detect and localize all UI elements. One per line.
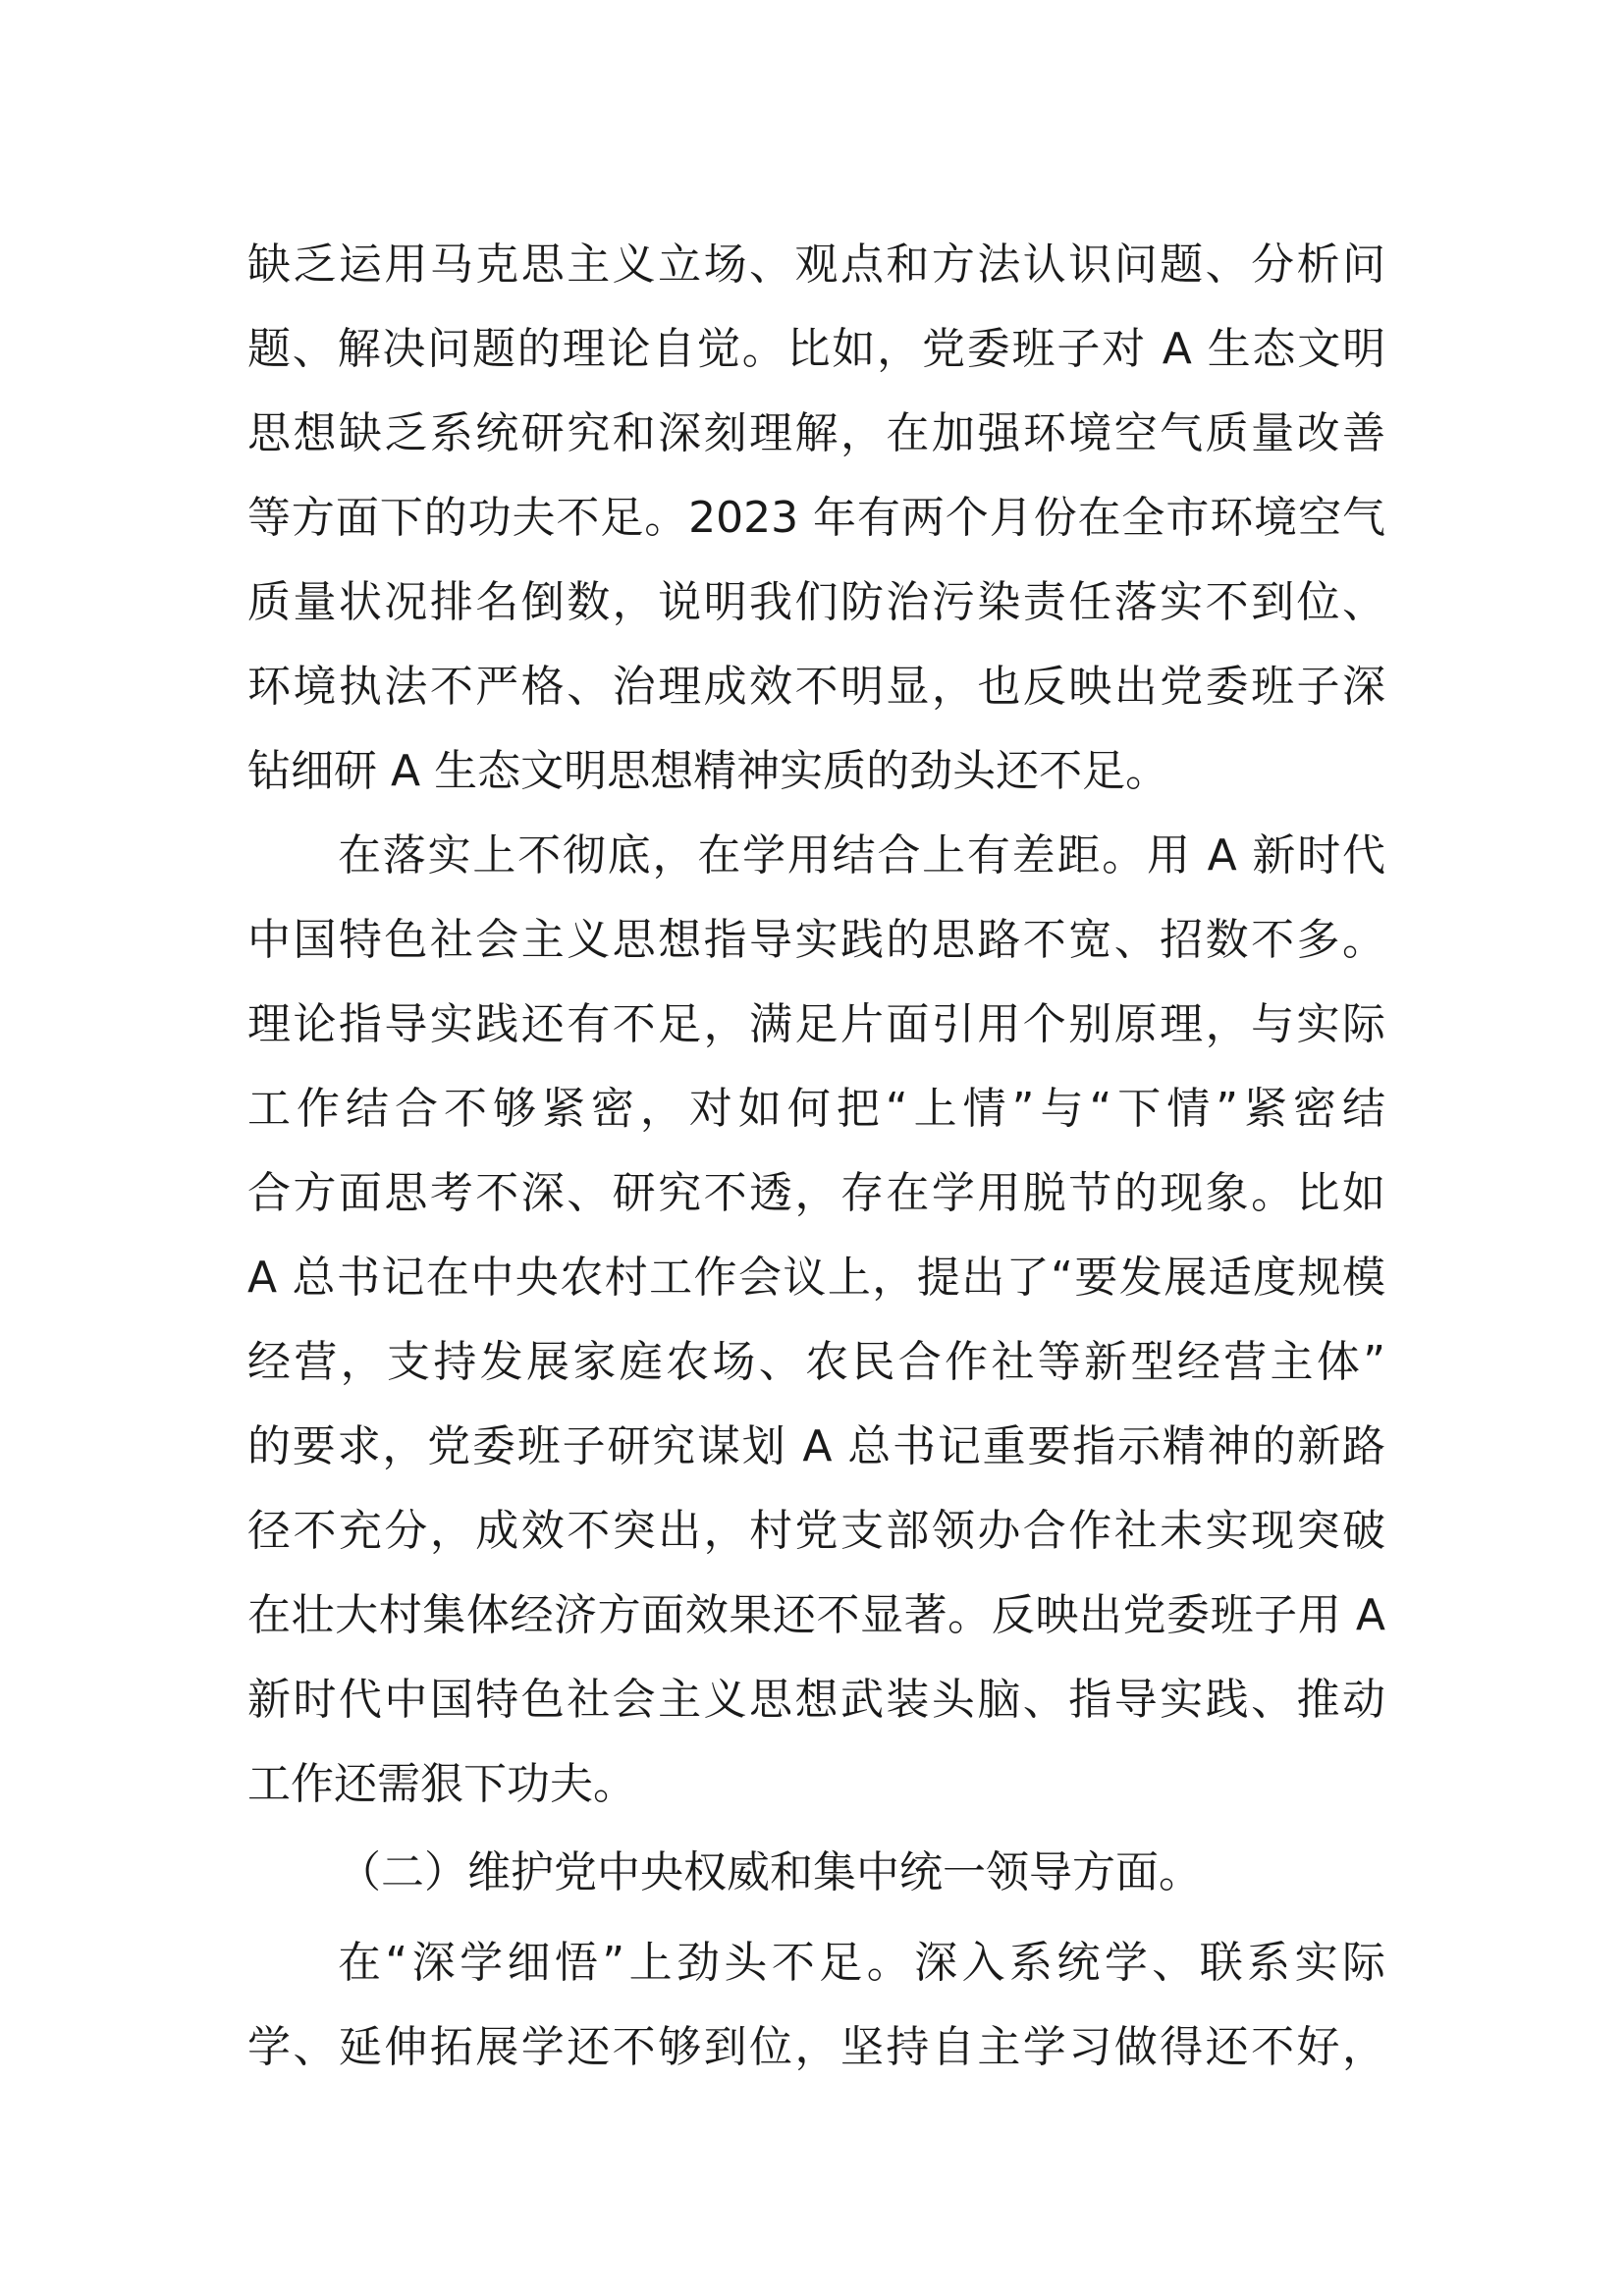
paragraph-continuation	[247, 223, 1385, 814]
text-line: A 总书记在中央农村工作会议上，提出了“要发展适度规模	[247, 1253, 1385, 1303]
paragraph-deep-study	[247, 1921, 1385, 2090]
text-line: 学、延伸拓展学还不够到位，坚持自主学习做得还不好，	[247, 2022, 1385, 2072]
text-line: 的要求，党委班子研究谋划 A 总书记重要指示精神的新路	[247, 1421, 1385, 1471]
text-line: 题、解决问题的理论自觉。比如，党委班子对 A 生态文明	[247, 324, 1385, 374]
text-line: 思想缺乏系统研究和深刻理解，在加强环境空气质量改善	[247, 408, 1385, 458]
text-line: 径不充分，成效不突出，村党支部领办合作社未实现突破	[247, 1506, 1385, 1556]
text-line: 新时代中国特色社会主义思想武装头脑、指导实践、推动	[247, 1675, 1385, 1725]
text-line: 在落实上不彻底，在学用结合上有差距。用 A 新时代	[338, 830, 1385, 881]
document-body	[247, 223, 1385, 2090]
text-line: 经营，支持发展家庭农场、农民合作社等新型经营主体”	[247, 1337, 1385, 1387]
section-heading-text: （二）维护党中央权威和集中统一领导方面。	[338, 1847, 1202, 1897]
paragraph-implementation	[247, 814, 1385, 1827]
text-line: 合方面思考不深、研究不透，存在学用脱节的现象。比如	[247, 1168, 1385, 1218]
text-line: 工作结合不够紧密，对如何把“上情”与“下情”紧密结	[247, 1084, 1385, 1134]
text-line: 等方面下的功夫不足。2023 年有两个月份在全市环境空气	[247, 493, 1385, 543]
section-heading	[247, 1831, 1385, 1915]
text-line: 在壮大村集体经济方面效果还不显著。反映出党委班子用 A	[247, 1590, 1385, 1640]
text-line: 钻细研 A 生态文明思想精神实质的劲头还不足。	[247, 746, 1169, 796]
text-line: 环境执法不严格、治理成效不明显，也反映出党委班子深	[247, 662, 1385, 712]
text-line: 理论指导实践还有不足，满足片面引用个别原理，与实际	[247, 999, 1385, 1049]
text-line: 质量状况排名倒数，说明我们防治污染责任落实不到位、	[247, 577, 1385, 627]
text-line: 中国特色社会主义思想指导实践的思路不宽、招数不多。	[247, 915, 1385, 965]
text-line: 工作还需狠下功夫。	[247, 1759, 636, 1809]
text-line: 在“深学细悟”上劲头不足。深入系统学、联系实际	[338, 1938, 1385, 1988]
text-line: 缺乏运用马克思主义立场、观点和方法认识问题、分析问	[247, 240, 1385, 290]
